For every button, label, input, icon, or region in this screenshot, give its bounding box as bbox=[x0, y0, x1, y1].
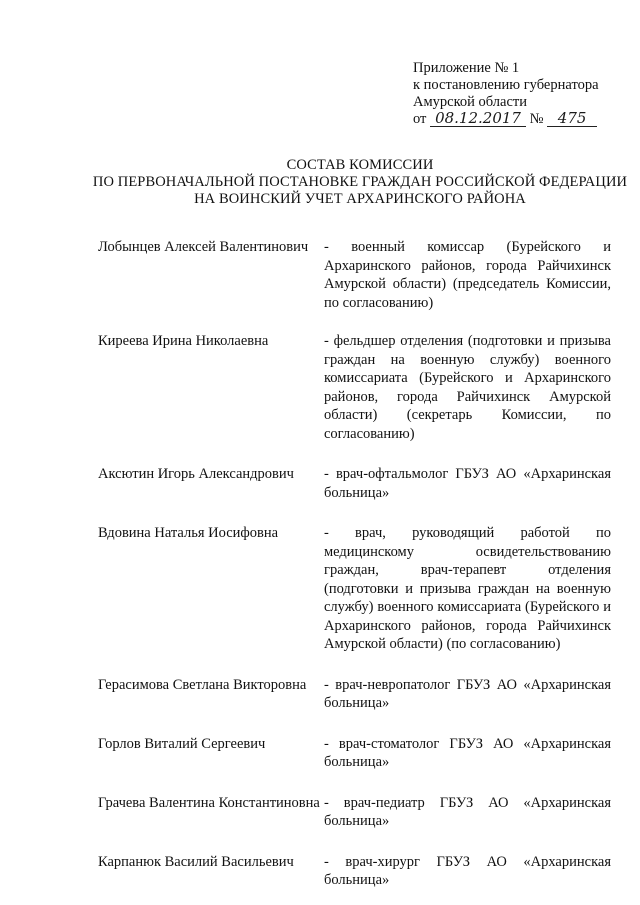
member-row bbox=[98, 524, 618, 654]
annex-line-3: Амурской области bbox=[413, 94, 527, 110]
member-name: Лобынцев Алексей Валентинович bbox=[98, 239, 309, 255]
member-role: - врач-педиатр ГБУЗ АО «Архаринская больница» bbox=[324, 794, 611, 829]
member-row bbox=[98, 794, 618, 831]
member-row bbox=[98, 465, 618, 502]
annex-line-1: Приложение № 1 bbox=[413, 60, 520, 76]
annex-line-2: к постановлению губернатора bbox=[413, 77, 599, 93]
annex-date-line bbox=[413, 111, 628, 128]
title-line-3: НА ВОИНСКИЙ УЧЕТ АРХАРИНСКОГО РАЙОНА bbox=[194, 191, 526, 207]
member-role: - врач-хирург ГБУЗ АО «Архаринская больница» bbox=[324, 853, 611, 888]
annex-from-label: от bbox=[413, 111, 427, 127]
member-row bbox=[98, 853, 618, 890]
document-title bbox=[60, 157, 640, 208]
member-name: Грачева Валентина Константиновна bbox=[98, 794, 320, 811]
member-role: - врач-офтальмолог ГБУЗ АО «Архаринская больница» bbox=[324, 466, 611, 501]
member-role: - фельдшер отделения (подготовки и призыва граждан на военную службу) военного комиссариата (Бурейского и Архаринского районов, города Райчихинск Амурской области) (секретарь Комиссии, по согласованию) bbox=[324, 333, 611, 442]
title-line-2: ПО ПЕРВОНАЧАЛЬНОЙ ПОСТАНОВКЕ ГРАЖДАН РОССИЙСКОЙ ФЕДЕРАЦИИ bbox=[92, 174, 628, 190]
member-role: - врач, руководящий работой по медицинскому освидетельствованию граждан, врач-терапевт отделения (подготовки и призыва граждан на военную службу) военного комиссариата (Бурейского и Архаринского районов, города Райчихинск Амурской области) (по согласованию) bbox=[324, 525, 611, 652]
annex-header bbox=[413, 60, 628, 128]
member-row bbox=[98, 676, 618, 713]
title-line-1: СОСТАВ КОМИССИИ bbox=[286, 157, 434, 173]
member-name: Киреева Ирина Николаевна bbox=[98, 333, 269, 349]
annex-number-label: № bbox=[529, 111, 544, 127]
member-name: Горлов Виталий Сергеевич bbox=[98, 735, 266, 752]
member-name: Аксютин Игорь Александрович bbox=[98, 466, 294, 482]
member-name: Герасимова Светлана Викторовна bbox=[98, 676, 307, 693]
member-role: - военный комиссар (Бурейского и Архаринского районов, города Райчихинск Амурской области) (председатель Комиссии, по согласованию) bbox=[324, 239, 611, 311]
member-name: Вдовина Наталья Иосифовна bbox=[98, 525, 279, 541]
member-row bbox=[98, 238, 618, 312]
members-list bbox=[98, 238, 618, 890]
member-role: - врач-стоматолог ГБУЗ АО «Архаринская больница» bbox=[324, 735, 611, 770]
member-name: Карпанюк Василий Васильевич bbox=[98, 853, 294, 870]
handwritten-date: 08.12.2017 bbox=[430, 111, 526, 127]
member-row bbox=[98, 332, 618, 443]
handwritten-number: 475 bbox=[547, 111, 597, 127]
member-row bbox=[98, 735, 618, 772]
member-role: - врач-невропатолог ГБУЗ АО «Архаринская больница» bbox=[324, 676, 611, 711]
